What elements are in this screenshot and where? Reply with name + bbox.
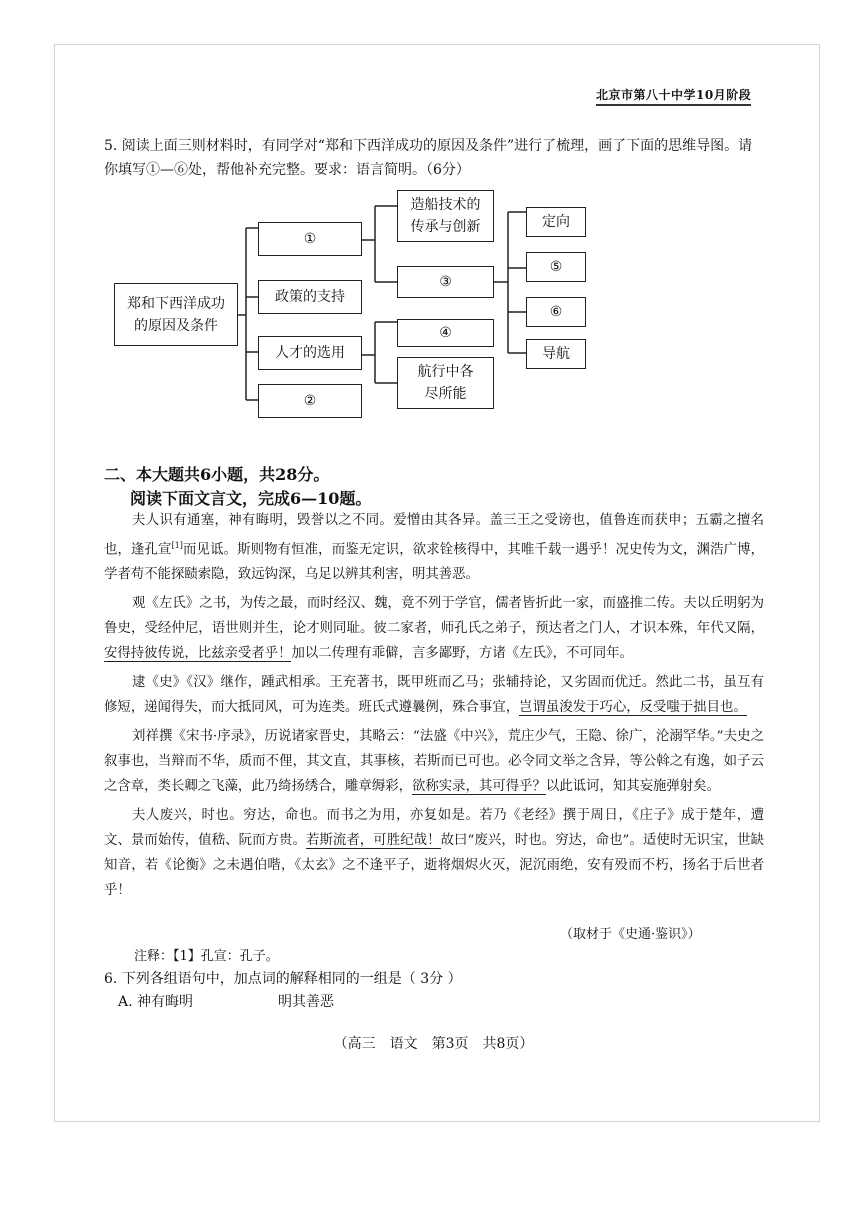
mindmap-l3-direction: 定向 — [526, 207, 586, 237]
mindmap-l3-blank-5: ⑤ — [526, 252, 586, 282]
school-header: 北京市第八十中学10月阶段 — [596, 86, 751, 106]
paragraph-1 — [104, 508, 764, 587]
question-6-stem: 6. 下列各组语句中，加点词的解释相同的一组是（ 3分 ） — [104, 971, 462, 987]
paragraph-5 — [104, 803, 764, 903]
mindmap-l3-guidance: 导航 — [526, 339, 586, 369]
p5-underlined: 若斯流者，可胜纪哉！ — [305, 833, 441, 849]
passage-source: （取材于《史通·鉴识》） — [560, 927, 701, 942]
mindmap-l3-blank-6: ⑥ — [526, 297, 586, 327]
mindmap-l1-blank-1: ① — [258, 222, 362, 256]
p1-text-b: 而见诋。斯则物有恒准，而鉴无定识，欲求铨核得中，其唯千载一遇乎！况史传为文，渊浩广博，学者苟不能探赜索隐，致远钩深，乌足以辨其利害，明其善恶。 — [104, 542, 765, 583]
p5-text-b: 故曰“废兴，时也。穷达，命也”。适使时无识宝，世缺知音，若《论衡》之未遇伯喈，《太玄》之不逢平子，逝将烟烬火灭，泥沉雨绝，安有殁而不朽，扬名于后世者乎！ — [104, 833, 765, 899]
paragraph-2 — [104, 591, 764, 666]
mindmap-l2-shipbuilding-label: 造船技术的传承与创新 — [410, 197, 481, 235]
question-6-option-a-first: A. 神有晦明 — [118, 994, 194, 1010]
p1-text-a: 夫人识有通塞，神有晦明，毁誉以之不同。爱憎由其各异。盖三王之受谤也，值鲁连而获申；五霸之擅名也，逢孔宣 — [104, 513, 764, 558]
footnote-marker: [1] — [171, 541, 183, 550]
p3-underlined: 岂谓虽浚发于巧心，反受嗤于拙目也。 — [519, 700, 747, 716]
mindmap-root-label: 郑和下西洋成功的原因及条件 — [127, 295, 225, 334]
p5-text-a: 夫人废兴，时也。穷达，命也。而书之为用，亦复如是。若乃《老经》撰于周日，《庄子》成于楚年，遭文、景而始传，值嵇、阮而方贵。 — [104, 808, 764, 849]
section-2-title: 二、本大题共6小题，共28分。 — [104, 465, 330, 484]
section-2-subtitle: 阅读下面文言文，完成6—10题。 — [130, 489, 372, 508]
mindmap-l1-blank-2: ② — [258, 384, 362, 418]
p4-text-b: 以此诋诃，知其妄施弹射矣。 — [545, 779, 720, 795]
classical-passage — [104, 508, 764, 907]
mindmap-l1-policy: 政策的支持 — [258, 280, 362, 314]
mindmap-l2-navigation-duty — [397, 357, 494, 409]
p2-text-a: 观《左氏》之书，为传之最，而时经汉、魏，竟不列于学官，儒者皆折此一家，而盛推二传。夫以丘明躬为鲁史，受经仲尼，语世则并生，论才则同耻。彼二家者，师孔氏之弟子，预达者之门人，才识本殊，年代又隔， — [104, 596, 764, 637]
question-5-line1: 5. 阅读上面三则材料时，有同学对“郑和下西洋成功的原因及条件”进行了梳理，画了下面的思维导图。请 — [104, 138, 753, 154]
mindmap-root — [114, 283, 238, 346]
mindmap-l2-navigation-duty-label: 航行中各尽所能 — [417, 364, 474, 402]
annotation-note: 注释：【1】孔宣：孔子。 — [134, 949, 279, 964]
mindmap-l2-blank-4: ④ — [397, 319, 494, 347]
question-6-option-a-second: 明其善恶 — [278, 994, 334, 1010]
mindmap-l2-blank-3: ③ — [397, 266, 494, 298]
paragraph-3 — [104, 670, 764, 720]
p4-underlined: 欲称实录，其可得乎？ — [411, 779, 546, 795]
p2-text-b: 加以二传理有乖僻，言多鄙野，方诸《左氏》，不可同年。 — [291, 646, 633, 662]
paragraph-4 — [104, 724, 764, 799]
p4-text-a: 刘祥撰《宋书·序录》，历说诸家晋史，其略云：“法盛《中兴》，荒庄少气，王隐、徐广，沦溺罕华。”夫史之叙事也，当辩而不华，质而不俚，其文直，其事核，若斯而已可也。必令同文举之含异，等公斡之有逸，如子云之含章，类长卿之飞藻，此乃绮扬绣合，雕章缛彩， — [104, 729, 764, 795]
p2-underlined: 安得持彼传说，比兹亲受者乎！ — [104, 646, 292, 662]
mindmap-l2-shipbuilding — [397, 190, 494, 242]
p3-text-a: 逮《史》《汉》继作，踵武相承。王充著书，既甲班而乙马；张辅持论，又劣固而优迁。然此二书，虽互有修短，递闻得失，而大抵同风，可为连类。班氏式遵曩例，殊合事宜， — [104, 675, 764, 716]
page-footer: （高三 语文 第3页 共8页） — [333, 1036, 534, 1052]
question-5-line2: 你填写①—⑥处，帮他补充完整。要求：语言简明。（6分） — [104, 162, 470, 178]
mindmap-l1-talent: 人才的选用 — [258, 336, 362, 370]
